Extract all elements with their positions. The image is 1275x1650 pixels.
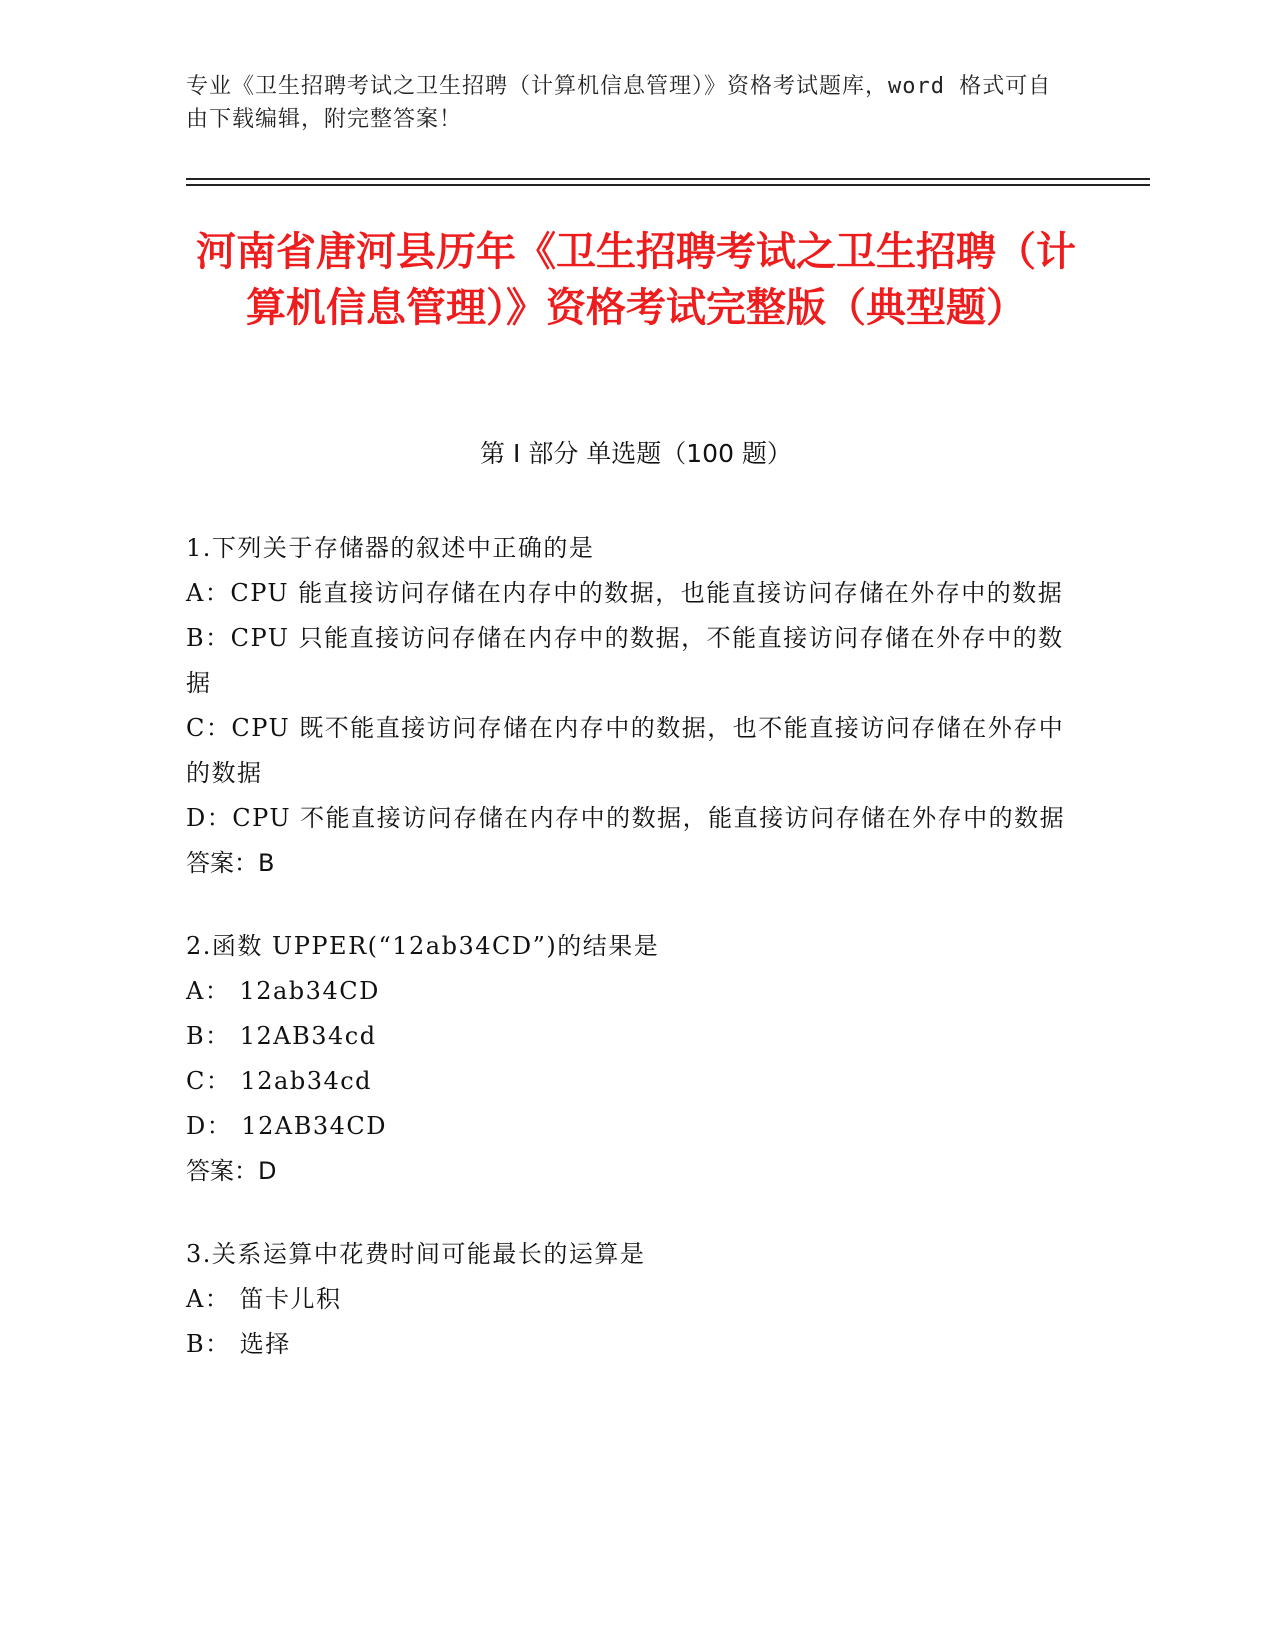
option-a: A：CPU 能直接访问存储在内存中的数据，也能直接访问存储在外存中的数据 (186, 579, 1064, 607)
option-a: A： 笛卡儿积 (186, 1285, 342, 1313)
question-stem: 3.关系运算中花费时间可能最长的运算是 (186, 1240, 646, 1268)
document-title: 河南省唐河县历年《卫生招聘考试之卫生招聘（计算机信息管理）》资格考试完整版（典型题） (196, 229, 1076, 331)
option-b: B： 12AB34cd (186, 1022, 377, 1050)
option-d: D：CPU 不能直接访问存储在内存中的数据，能直接访问存储在外存中的数据 (186, 804, 1066, 832)
question-stem: 1.下列关于存储器的叙述中正确的是 (186, 534, 595, 562)
question-stem: 2.函数 UPPER(“12ab34CD”)的结果是 (186, 932, 660, 960)
question-1 (186, 526, 1066, 886)
answer: 答案：B (186, 849, 275, 877)
option-c: C： 12ab34cd (186, 1067, 373, 1095)
option-b: B： 选择 (186, 1330, 291, 1358)
question-3 (186, 1232, 1066, 1367)
option-c: C：CPU 既不能直接访问存储在内存中的数据，也不能直接访问存储在外存中的数据 (186, 714, 1065, 787)
option-a: A： 12ab34CD (186, 977, 380, 1005)
question-list (186, 526, 1066, 1405)
header-rule-bottom (186, 184, 1150, 186)
answer: 答案：D (186, 1157, 277, 1185)
option-d: D： 12AB34CD (186, 1112, 388, 1140)
header-rule-top (186, 178, 1150, 180)
option-b: B：CPU 只能直接访问存储在内存中的数据，不能直接访问存储在外存中的数据 (186, 624, 1064, 697)
question-2 (186, 924, 1066, 1194)
header-note: 专业《卫生招聘考试之卫生招聘（计算机信息管理）》资格考试题库，word 格式可自由下载编辑，附完整答案！ (186, 74, 1052, 132)
section-heading: 第 I 部分 单选题（100 题） (480, 439, 792, 468)
